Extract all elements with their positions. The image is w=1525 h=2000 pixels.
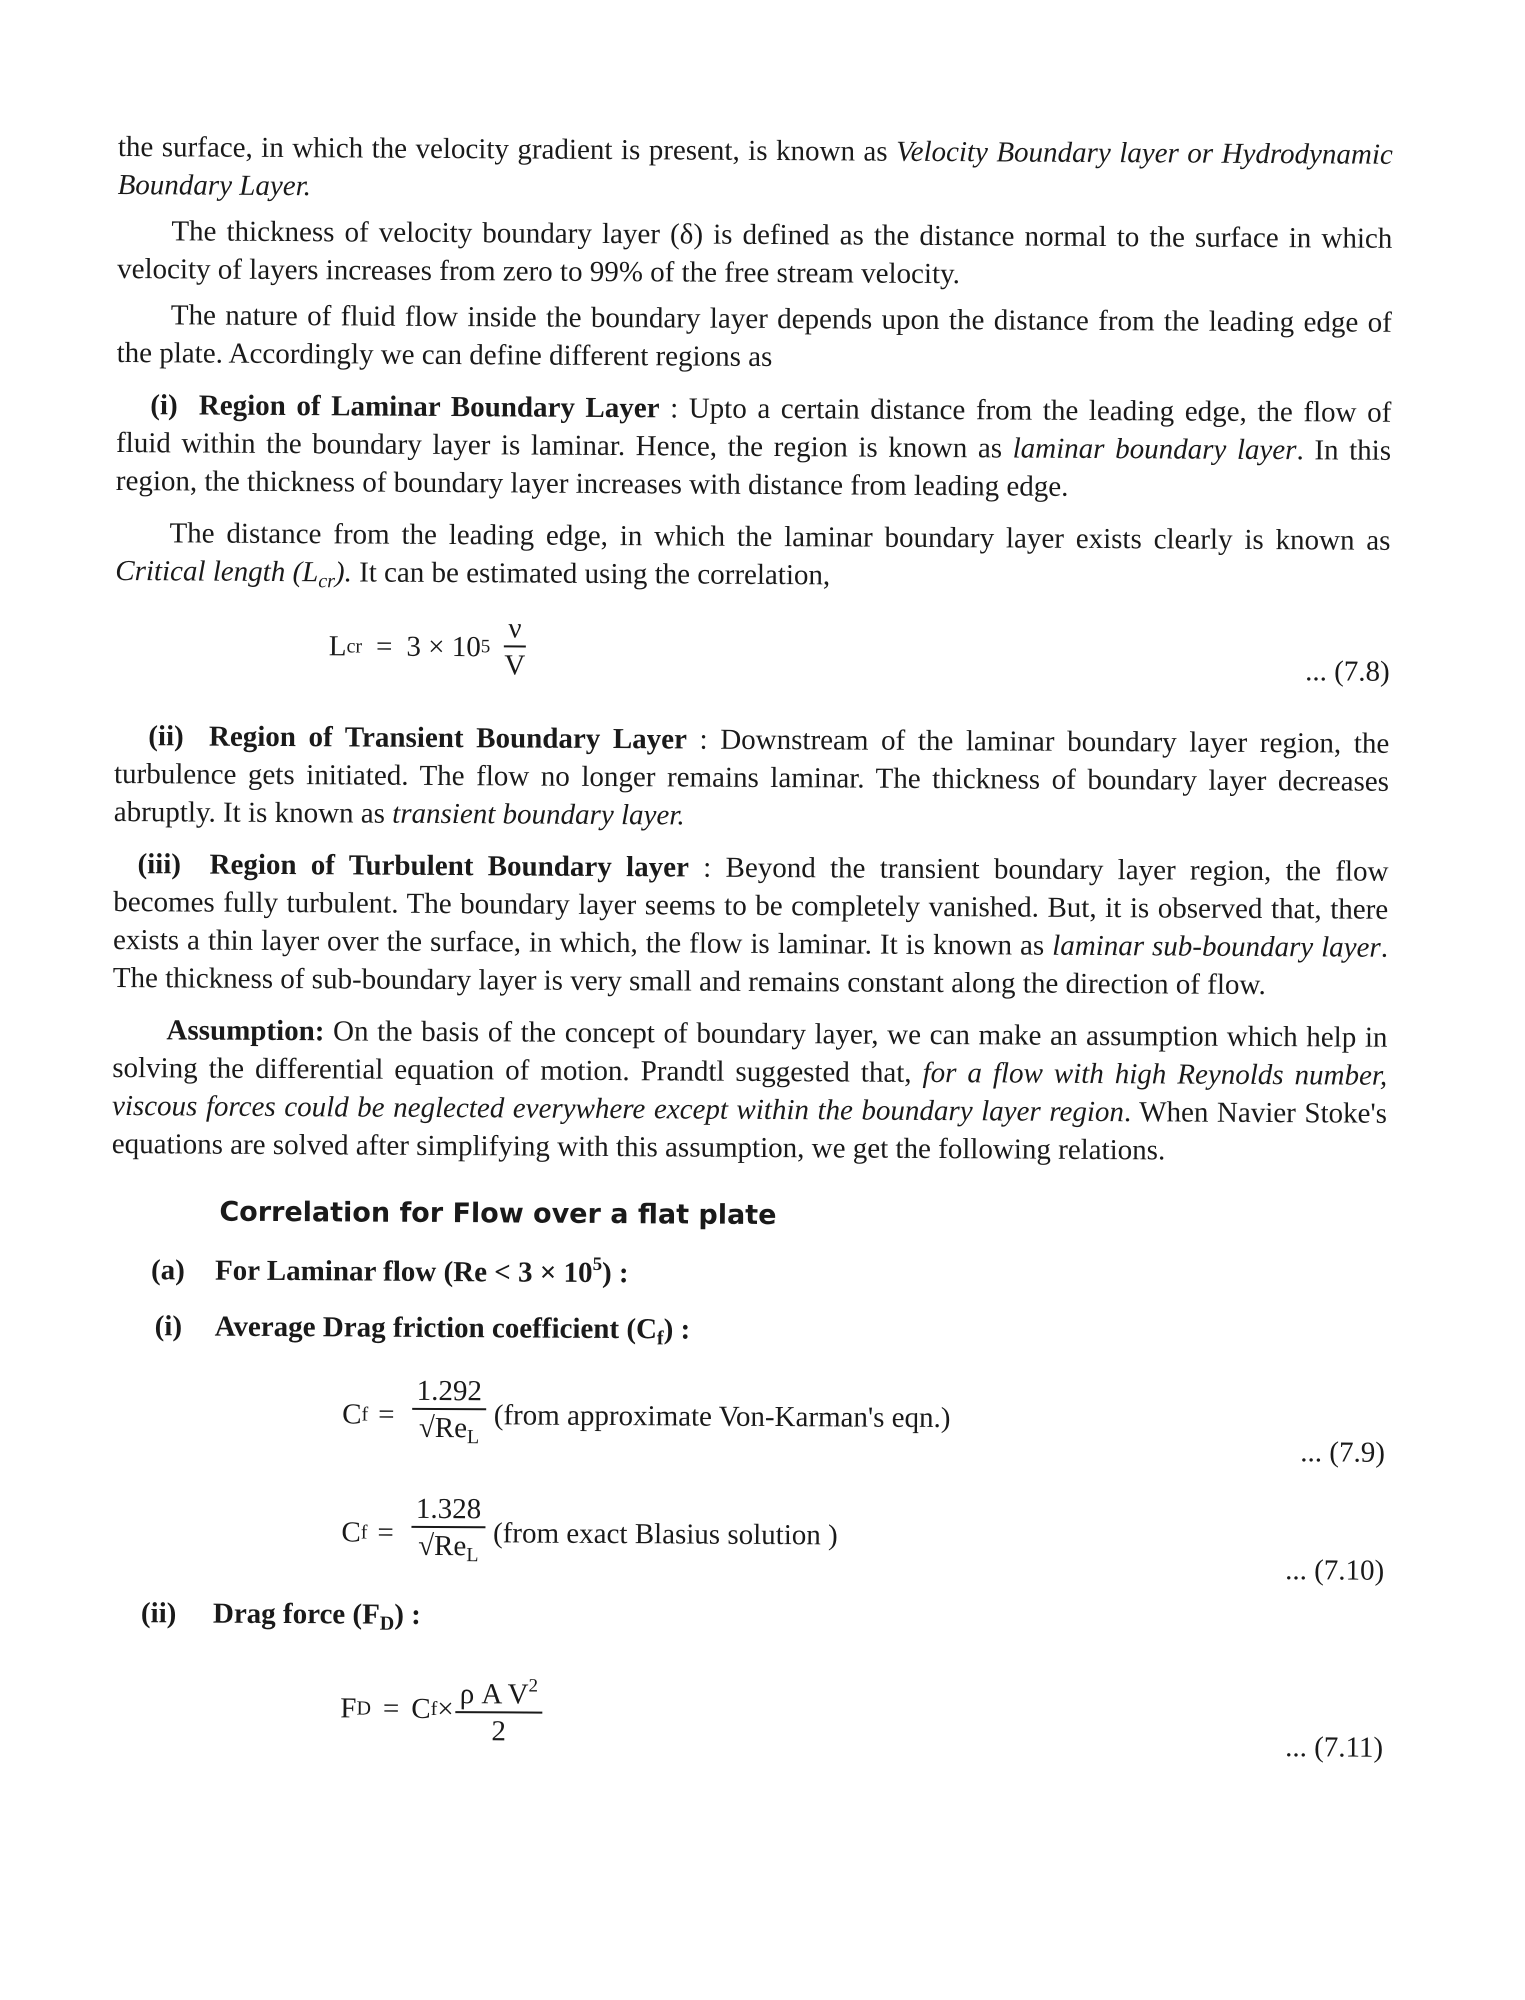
list-text-end: ) : <box>394 1598 421 1631</box>
subscript: f <box>430 1697 438 1720</box>
equals-sign: = <box>377 1516 394 1549</box>
section-heading: Correlation for Flow over a flat plate <box>219 1196 777 1232</box>
term-laminar-boundary-layer: laminar boundary layer <box>1012 432 1297 467</box>
square-root-symbol: √ <box>418 1529 435 1562</box>
drag-coefficient: C <box>411 1692 431 1725</box>
prandtl-assumption: for a flow with high Reynolds number, viscous forces could be neglected everywhere except within the boundary layer region <box>111 1056 1388 1129</box>
equation-body <box>329 610 534 683</box>
separator: : <box>686 723 721 756</box>
equation-7-11 <box>108 1667 1384 1771</box>
square-root-symbol: √ <box>418 1411 435 1444</box>
equation-body <box>341 1491 838 1575</box>
list-text-end: ) : <box>663 1313 691 1346</box>
region-label: (iii) <box>137 848 182 881</box>
drag-coefficient-heading <box>111 1307 1386 1362</box>
term-transient-boundary-layer: transient boundary layer. <box>392 797 685 832</box>
fraction-numerator: ν <box>504 611 525 647</box>
exponent: 5 <box>592 1253 603 1275</box>
list-text: Average Drag friction coefficient (C <box>214 1310 658 1346</box>
paragraph-critical-length <box>115 514 1390 607</box>
paragraph-text: On the basis of the concept of boundary layer, we can make an assumption which help in solving the differential equation of motion. Prandtl suggested that, <box>112 1015 1388 1089</box>
numerator-text: ρ A V <box>459 1678 529 1711</box>
term-velocity-boundary-layer: Velocity Boundary layer or Hydrodynamic Boundary Layer. <box>117 135 1393 203</box>
list-text-end: ) : <box>601 1256 629 1290</box>
paragraph-text: . In this region, the thickness of boundary layer increases with distance from leading edge. <box>115 434 1392 503</box>
subscript: f <box>656 1327 664 1350</box>
eq-lhs-subscript: f <box>361 1403 369 1426</box>
equation-number: ... (7.11) <box>1285 1731 1384 1764</box>
paragraph-text: The distance from the leading edge, in which the laminar boundary layer exists clearly is known as <box>169 517 1391 557</box>
assumption-paragraph <box>112 1011 1388 1171</box>
eq-lhs-subscript: f <box>360 1521 368 1544</box>
equation-body <box>342 1373 951 1458</box>
separator: : <box>659 392 689 425</box>
equation-note: (from approximate Von-Karman's eqn.) <box>493 1398 951 1434</box>
fraction <box>455 1669 542 1750</box>
equation-number: ... (7.8) <box>1305 655 1390 688</box>
region-laminar-paragraph <box>116 386 1392 508</box>
subscript: D <box>379 1612 395 1635</box>
times-sign: × <box>437 1692 454 1726</box>
eq-lhs: C <box>341 1515 361 1549</box>
region-turbulent-paragraph <box>113 845 1389 1005</box>
paragraph-thickness-definition: The thickness of velocity boundary layer (δ) is defined as the distance normal to the surface in which velocity of layers increases from zero to 99% of the free stream velocity. <box>117 215 1393 291</box>
equals-sign: = <box>382 1692 400 1725</box>
eq-lhs-subscript: cr <box>346 635 363 658</box>
eq-coefficient: 3 × 10 <box>406 630 481 664</box>
equation-number: ... (7.10) <box>1285 1554 1385 1587</box>
paragraph-text: . When Navier Stoke's equations are solved after simplifying with this assumption, we get the following relations. <box>111 1096 1388 1167</box>
paragraph-regions-intro: The nature of fluid flow inside the boundary layer depends upon the distance from the leading edge of the plate. Accordingly we can define different regions as <box>116 299 1392 374</box>
region-title: Region of Turbulent Boundary layer <box>209 848 690 884</box>
term-critical-length <box>115 554 352 593</box>
fraction <box>412 1374 486 1455</box>
reynolds-number: Re <box>434 1411 468 1445</box>
assumption-label: Assumption: <box>166 1014 325 1048</box>
list-text: Drag force (F <box>212 1597 380 1631</box>
fraction-denominator <box>418 1528 479 1573</box>
exponent: 2 <box>528 1675 539 1697</box>
equation-7-9 <box>110 1372 1386 1476</box>
paragraph-velocity-boundary-layer <box>118 128 1393 212</box>
equation-7-8 <box>115 609 1390 695</box>
fraction-numerator: 1.292 <box>413 1374 486 1410</box>
region-label: (ii) <box>148 720 184 753</box>
equation-note: (from exact Blasius solution ) <box>492 1516 838 1551</box>
drag-force-heading <box>109 1594 1384 1649</box>
region-title: Region of Laminar Boundary Layer <box>198 389 660 425</box>
term-laminar-sub-boundary-layer: laminar sub-boundary layer <box>1052 929 1381 964</box>
eq-lhs: C <box>342 1397 362 1431</box>
fraction <box>412 1492 486 1573</box>
equals-sign: = <box>378 1398 395 1431</box>
equals-sign: = <box>376 630 393 663</box>
list-label: (a) <box>150 1254 185 1287</box>
region-transient-paragraph <box>114 717 1390 839</box>
eq-lhs: L <box>328 630 347 663</box>
eq-exponent: 5 <box>480 636 491 658</box>
paragraph-text: the surface, in which the velocity gradient is present, is known as <box>117 130 897 168</box>
list-label: (i) <box>154 1310 183 1343</box>
paragraph-text: Beyond the transient boundary layer region, the flow becomes fully turbulent. The boundary layer seems to be completely vanished. But, it is observed that, there exists a thin layer over the surface, in which, the flow is laminar. It is known as <box>112 851 1389 962</box>
term-text: Critical length (L <box>115 554 319 589</box>
fraction-denominator: 2 <box>491 1715 506 1748</box>
eq-lhs: F <box>340 1692 357 1725</box>
fraction-denominator: V <box>504 649 526 682</box>
equation-number: ... (7.9) <box>1300 1436 1386 1469</box>
list-label: (ii) <box>140 1597 177 1630</box>
document-page <box>108 128 1393 1771</box>
subscript: cr <box>318 570 335 593</box>
fraction-numerator: 1.328 <box>412 1492 485 1528</box>
paragraph-text: Upto a certain distance from the leading edge, the flow of fluid within the boundary layer is laminar. Hence, the region is known as <box>115 392 1392 465</box>
region-title: Region of Transient Boundary Layer <box>208 720 688 756</box>
list-text: For Laminar flow (Re < 3 × 10 <box>214 1254 593 1289</box>
region-label: (i) <box>150 389 178 422</box>
fraction-numerator <box>456 1669 543 1714</box>
subscript: L <box>466 1426 480 1449</box>
reynolds-number: Re <box>433 1529 467 1563</box>
eq-lhs-subscript: D <box>356 1697 372 1720</box>
equation-body <box>340 1668 550 1749</box>
separator: : <box>688 851 726 884</box>
paragraph-text: It can be estimated using the correlation, <box>351 556 831 592</box>
paragraph-text: Downstream of the laminar boundary layer region, the turbulence gets initiated. The flow no longer remains laminar. The thickness of boundary layer decreases abruptly. It is known as <box>113 723 1390 830</box>
fraction <box>504 611 526 683</box>
term-end: ). <box>334 556 352 589</box>
equation-7-10 <box>109 1490 1385 1594</box>
paragraph-text: . The thickness of sub-boundary layer is very small and remains constant along the direction of flow. <box>112 931 1389 1002</box>
laminar-flow-heading <box>111 1243 1386 1297</box>
fraction-denominator <box>419 1410 480 1455</box>
subscript: L <box>466 1544 479 1567</box>
